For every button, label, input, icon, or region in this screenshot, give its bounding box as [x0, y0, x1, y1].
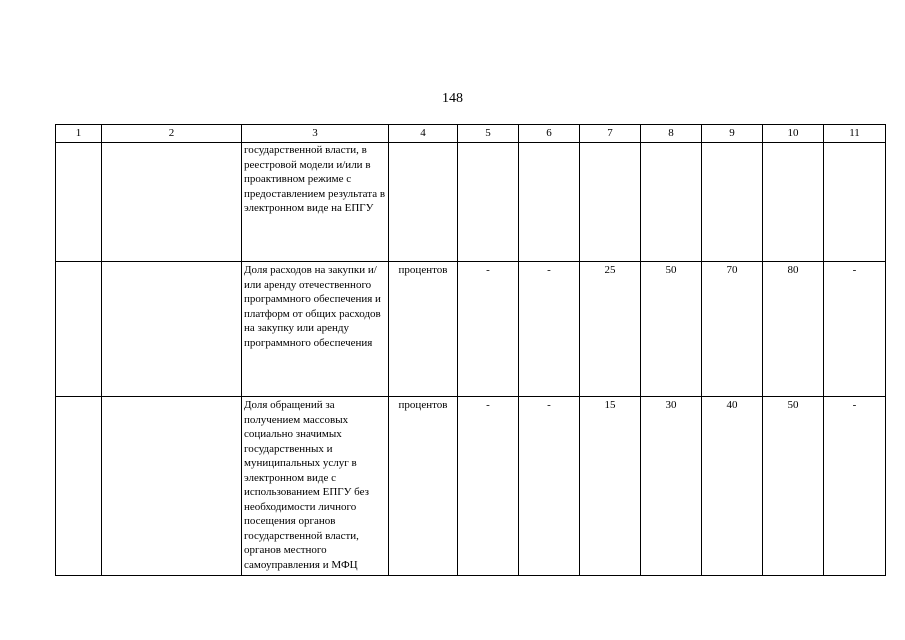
table-row [56, 397, 886, 576]
value-cell: 80 [763, 262, 824, 397]
value-cell: 50 [641, 262, 702, 397]
table-header-row [56, 125, 886, 143]
table-cell [102, 262, 242, 397]
value-cell [824, 143, 886, 262]
value-cell: - [458, 262, 519, 397]
value-cell [458, 143, 519, 262]
unit-cell [389, 143, 458, 262]
table-cell [56, 262, 102, 397]
value-cell: 30 [641, 397, 702, 576]
value-cell [580, 143, 641, 262]
value-cell: - [824, 262, 886, 397]
value-cell: - [824, 397, 886, 576]
value-cell [763, 143, 824, 262]
column-header: 9 [702, 125, 763, 143]
value-cell [702, 143, 763, 262]
value-cell [641, 143, 702, 262]
value-cell: - [519, 397, 580, 576]
table-cell [102, 143, 242, 262]
indicator-name-cell: Доля расходов на закупки и/или аренду отечественного программного обеспечения и платформ от общих расходов на закупку или аренду программного обеспечения [242, 262, 389, 397]
column-header: 2 [102, 125, 242, 143]
column-header: 6 [519, 125, 580, 143]
value-cell: 25 [580, 262, 641, 397]
column-header: 11 [824, 125, 886, 143]
column-header: 5 [458, 125, 519, 143]
unit-cell: процентов [389, 397, 458, 576]
column-header: 4 [389, 125, 458, 143]
value-cell: - [458, 397, 519, 576]
table-cell [102, 397, 242, 576]
value-cell: 40 [702, 397, 763, 576]
indicator-name-cell: государственной власти, в реестровой модели и/или в проактивном режиме с предоставлением результата в электронном виде на ЕПГУ [242, 143, 389, 262]
value-cell: 15 [580, 397, 641, 576]
column-header: 3 [242, 125, 389, 143]
indicator-name-cell: Доля обращений за получением массовых социально значимых государственных и муниципальных услуг в электронном виде с использованием ЕПГУ без необходимости личного посещения органов государственной власти, органов местного самоуправления и МФЦ [242, 397, 389, 576]
value-cell: - [519, 262, 580, 397]
column-header: 1 [56, 125, 102, 143]
value-cell: 70 [702, 262, 763, 397]
table-cell [56, 397, 102, 576]
unit-cell: процентов [389, 262, 458, 397]
column-header: 8 [641, 125, 702, 143]
column-header: 10 [763, 125, 824, 143]
indicator-table [55, 124, 886, 576]
table-row [56, 262, 886, 397]
table-row [56, 143, 886, 262]
table-cell [56, 143, 102, 262]
column-header: 7 [580, 125, 641, 143]
value-cell [519, 143, 580, 262]
value-cell: 50 [763, 397, 824, 576]
page-number: 148 [442, 91, 463, 106]
